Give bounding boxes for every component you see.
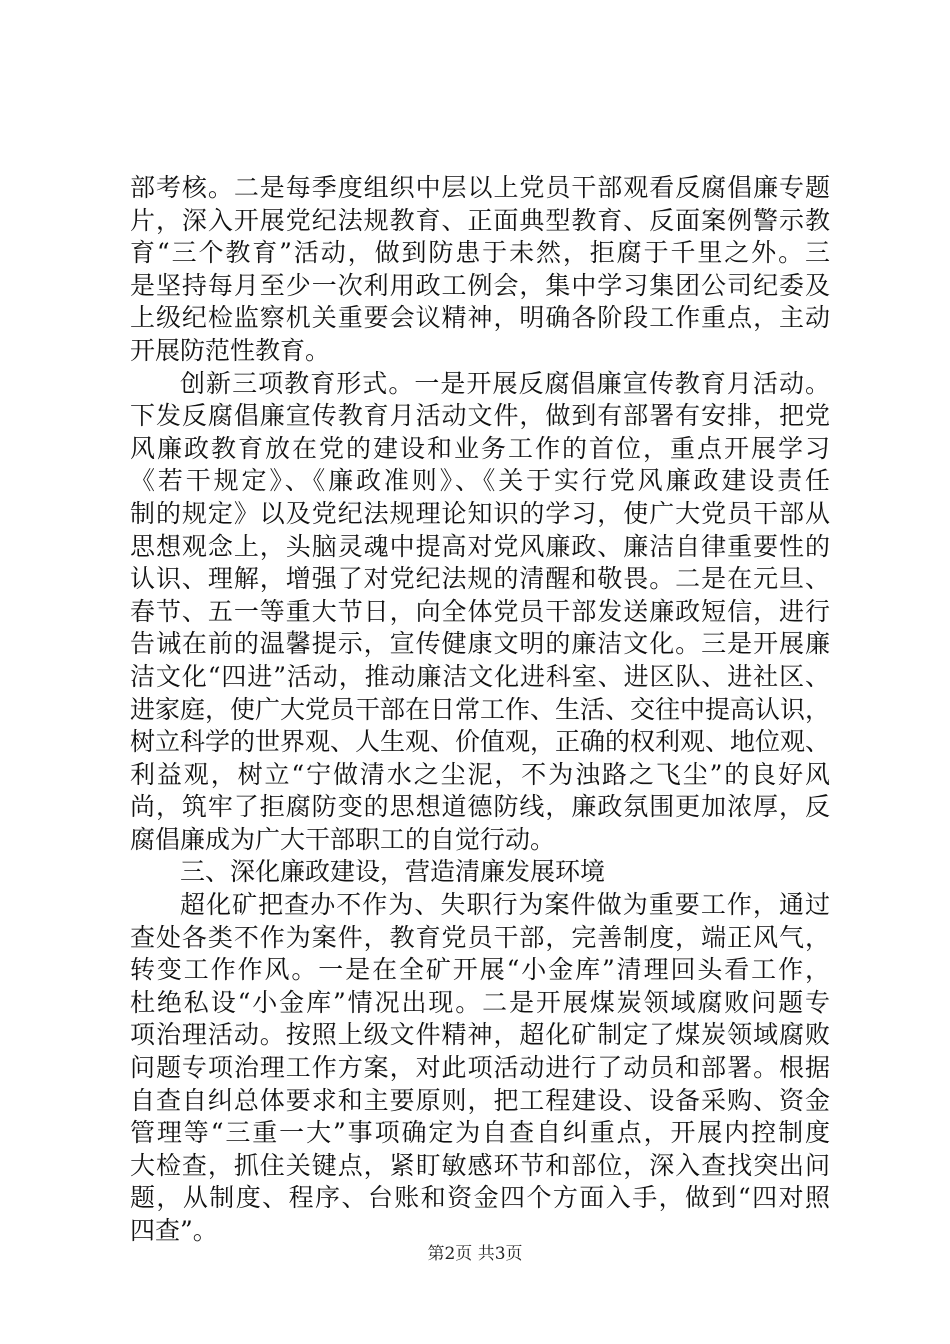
text-line: 树立科学的世界观、人生观、价值观，正确的权利观、地位观、 <box>130 727 831 757</box>
text-line: 超化矿把查办不作为、失职行为案件做为重要工作，通过 <box>180 890 830 920</box>
text-line: 洁文化“四进”活动，推动廉洁文化进科室、进区队、进社区、 <box>130 661 830 691</box>
text-line: 思想观念上，头脑灵魂中提高对党风廉政、廉洁自律重要性的 <box>130 531 830 561</box>
document-body <box>130 172 830 1248</box>
text-line: 片，深入开展党纪法规教育、正面典型教育、反面案例警示教 <box>130 205 830 235</box>
text-line: 利益观，树立“宁做清水之尘泥，不为浊路之飞尘”的良好风 <box>130 759 830 789</box>
text-line: 进家庭，使广大党员干部在日常工作、生活、交往中提高认识， <box>130 694 831 724</box>
text-line: 是坚持每月至少一次利用政工例会，集中学习集团公司纪委及 <box>130 270 830 300</box>
text-line: 查处各类不作为案件，教育党员干部，完善制度，端正风气， <box>130 922 830 952</box>
text-line: 杜绝私设“小金库”情况出现。二是开展煤炭领域腐败问题专 <box>130 987 830 1017</box>
text-line: 大检查，抓住关键点，紧盯敏感环节和部位，深入查找突出问 <box>130 1150 830 1180</box>
text-line: 三、深化廉政建设，营造清廉发展环境 <box>180 857 606 887</box>
text-line: 风廉政教育放在党的建设和业务工作的首位，重点开展学习 <box>130 433 830 463</box>
text-line: 问题专项治理工作方案，对此项活动进行了动员和部署。根据 <box>130 1053 830 1083</box>
text-line: 部考核。二是每季度组织中层以上党员干部观看反腐倡廉专题 <box>130 173 830 202</box>
text-line: 春节、五一等重大节日，向全体党员干部发送廉政短信，进行 <box>130 596 830 626</box>
text-line: 管理等“三重一大”事项确定为自查自纠重点，开展内控制度 <box>130 1118 830 1148</box>
text-line: 认识、理解，增强了对党纪法规的清醒和敬畏。二是在元旦、 <box>130 564 830 594</box>
text-line: 制的规定》以及党纪法规理论知识的学习，使广大党员干部从 <box>130 498 830 528</box>
page-number-footer: 第2页 共3页 <box>427 1244 523 1264</box>
text-line: 转变工作作风。一是在全矿开展“小金库”清理回头看工作， <box>130 955 830 985</box>
text-line: 四查”。 <box>130 1216 218 1245</box>
text-line: 创新三项教育形式。一是开展反腐倡廉宣传教育月活动。 <box>180 368 830 398</box>
text-line: 尚，筑牢了拒腐防变的思想道德防线，廉政氛围更加浓厚，反 <box>130 792 830 822</box>
text-line: 开展防范性教育。 <box>130 335 331 365</box>
text-line: 告诫在前的温馨提示，宣传健康文明的廉洁文化。三是开展廉 <box>130 629 830 659</box>
text-line: 下发反腐倡廉宣传教育月活动文件，做到有部署有安排，把党 <box>130 401 830 431</box>
text-line: 育“三个教育”活动，做到防患于未然，拒腐于千里之外。三 <box>130 238 830 268</box>
text-line: 题，从制度、程序、台账和资金四个方面入手，做到“四对照 <box>130 1183 830 1213</box>
text-line: 项治理活动。按照上级文件精神，超化矿制定了煤炭领域腐败 <box>130 1020 830 1050</box>
text-line: 腐倡廉成为广大干部职工的自觉行动。 <box>130 824 556 854</box>
text-line: 上级纪检监察机关重要会议精神，明确各阶段工作重点，主动 <box>130 303 830 333</box>
text-line: 《若干规定》、《廉政准则》、《关于实行党风廉政建设责任 <box>130 466 830 496</box>
text-line: 自查自纠总体要求和主要原则，把工程建设、设备采购、资金 <box>130 1085 830 1115</box>
